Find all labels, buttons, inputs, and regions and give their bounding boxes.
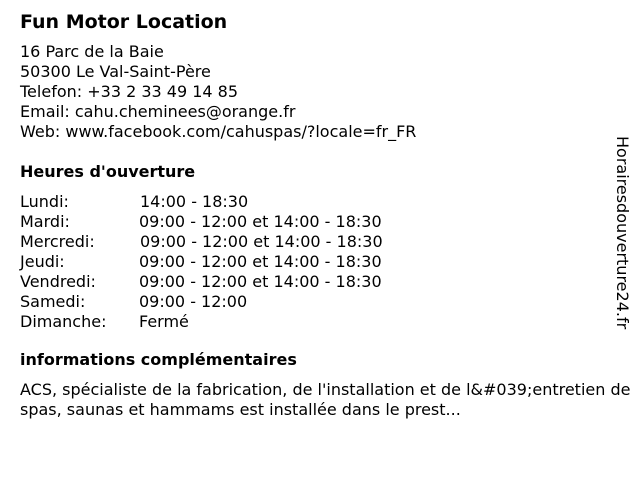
address-line1: 16 Parc de la Baie bbox=[20, 42, 164, 61]
hours-time: 09:00 - 12:00 et 14:00 - 18:30 bbox=[140, 232, 383, 251]
hours-day: Vendredi: bbox=[20, 272, 96, 291]
hours-time: 09:00 - 12:00 et 14:00 - 18:30 bbox=[139, 212, 382, 231]
hours-time: 09:00 - 12:00 et 14:00 - 18:30 bbox=[139, 272, 382, 291]
hours-time: 09:00 - 12:00 bbox=[139, 292, 248, 311]
hours-day: Samedi: bbox=[20, 292, 86, 311]
hours-time: Fermé bbox=[139, 312, 189, 331]
hours-row-jeudi bbox=[20, 252, 620, 272]
hours-day: Lundi: bbox=[20, 192, 69, 211]
hours-row-samedi bbox=[20, 292, 620, 312]
hours-row-vendredi bbox=[20, 272, 620, 292]
hours-row-mercredi bbox=[20, 232, 620, 252]
site-watermark: Horairesdouverture24.fr bbox=[613, 136, 632, 330]
hours-row-lundi bbox=[20, 192, 620, 212]
hours-time: 14:00 - 18:30 bbox=[140, 192, 249, 211]
hours-day: Jeudi: bbox=[20, 252, 65, 271]
info-text: ACS, spécialiste de la fabrication, de l'installation et de l&#039;entretien de spas, saunas et hammams est installée dans le prest... bbox=[20, 380, 631, 419]
info-heading: informations complémentaires bbox=[20, 350, 297, 369]
hours-day: Dimanche: bbox=[20, 312, 107, 331]
phone-line: Telefon: +33 2 33 49 14 85 bbox=[20, 82, 239, 101]
address-line2: 50300 Le Val-Saint-Père bbox=[20, 62, 211, 81]
hours-time: 09:00 - 12:00 et 14:00 - 18:30 bbox=[139, 252, 382, 271]
hours-table bbox=[20, 192, 620, 332]
web-line: Web: www.facebook.com/cahuspas/?locale=fr_FR bbox=[20, 122, 417, 141]
hours-row-mardi bbox=[20, 212, 620, 232]
email-line: Email: cahu.cheminees@orange.fr bbox=[20, 102, 296, 121]
hours-day: Mercredi: bbox=[20, 232, 95, 251]
address-block bbox=[20, 42, 620, 142]
business-name: Fun Motor Location bbox=[20, 11, 228, 33]
hours-row-dimanche bbox=[20, 312, 620, 332]
hours-day: Mardi: bbox=[20, 212, 70, 231]
hours-heading: Heures d'ouverture bbox=[20, 162, 196, 181]
